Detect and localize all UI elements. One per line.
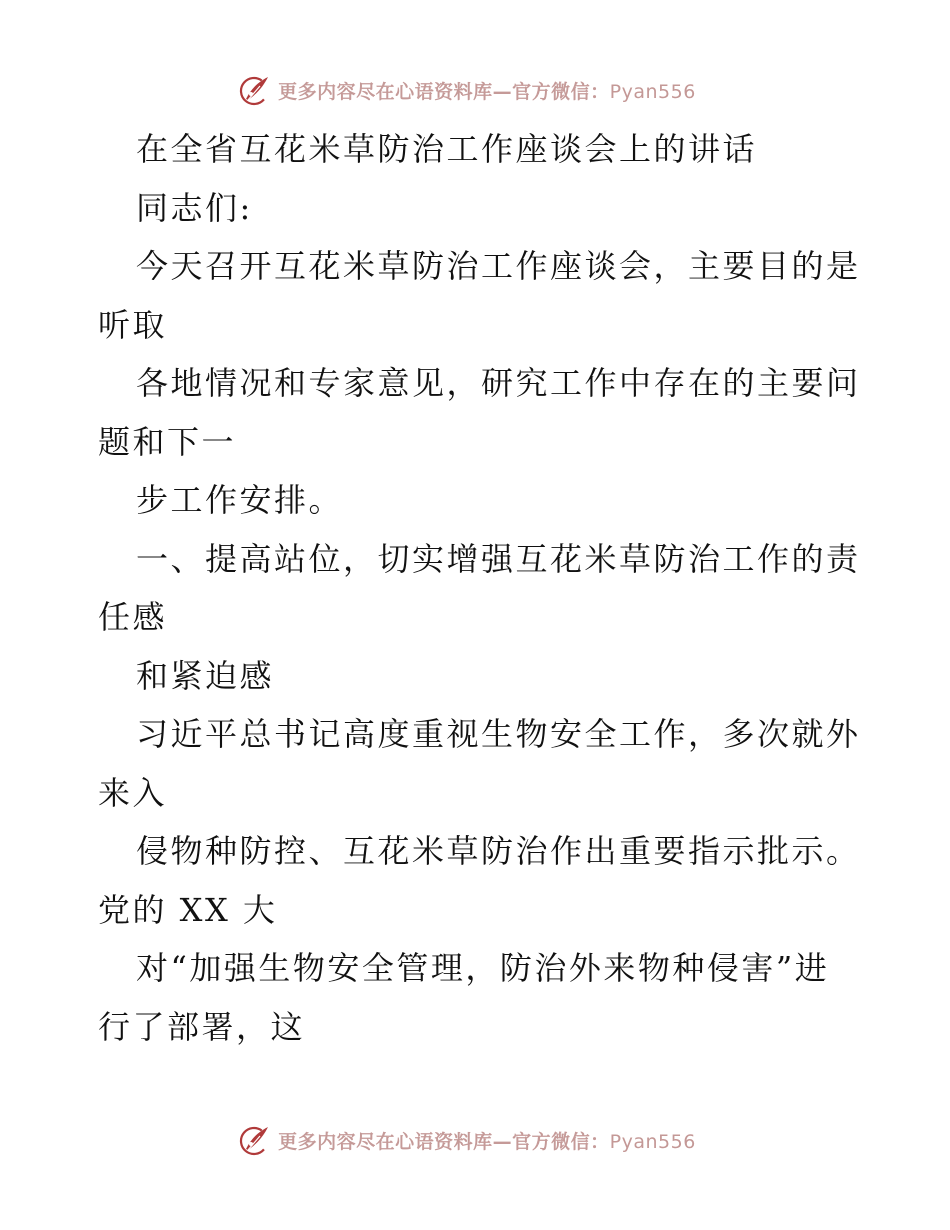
feather-pen-logo-icon bbox=[238, 73, 272, 107]
document-body bbox=[98, 120, 861, 1056]
paragraph-line: 习近平总书记高度重视生物安全工作，多次就外 bbox=[136, 715, 861, 753]
watermark-text bbox=[278, 77, 696, 104]
watermark-wechat-id: Pyan556 bbox=[609, 80, 696, 103]
section-heading-continued: 任感 bbox=[98, 598, 168, 636]
salutation: 同志们: bbox=[136, 188, 253, 227]
document-title: 在全省互花米草防治工作座谈会上的讲话 bbox=[136, 130, 758, 168]
section-heading: 一、提高站位，切实增强互花米草防治工作的责 bbox=[136, 539, 861, 578]
paragraph-line: 各地情况和专家意见，研究工作中存在的主要问 bbox=[136, 364, 861, 402]
watermark-text bbox=[278, 1127, 696, 1154]
footer-watermark-banner bbox=[0, 1120, 950, 1160]
header-watermark-banner bbox=[0, 70, 950, 110]
paragraph-line: 听取 bbox=[98, 305, 168, 344]
paragraph-line: 侵物种防控、互花米草防治作出重要指示批示。 bbox=[136, 832, 861, 870]
watermark-text-cn: 更多内容尽在心语资料库—官方微信： bbox=[278, 1130, 610, 1153]
feather-pen-logo-icon bbox=[238, 1123, 272, 1157]
paragraph-line: 行了部署，这 bbox=[98, 1007, 306, 1046]
paragraph-line: 党的 XX 大 bbox=[98, 890, 278, 929]
paragraph-line: 来入 bbox=[98, 773, 168, 812]
section-heading-continued: 和紧迫感 bbox=[136, 656, 275, 695]
paragraph-line: 步工作安排。 bbox=[136, 481, 344, 519]
paragraph-line: 今天召开互花米草防治工作座谈会，主要目的是 bbox=[136, 247, 861, 285]
watermark-text-cn: 更多内容尽在心语资料库—官方微信： bbox=[278, 80, 610, 103]
paragraph-line: 题和下一 bbox=[98, 422, 237, 461]
watermark-wechat-id: Pyan556 bbox=[609, 1130, 696, 1153]
paragraph-line: 对“加强生物安全管理，防治外来物种侵害”进 bbox=[136, 949, 830, 987]
